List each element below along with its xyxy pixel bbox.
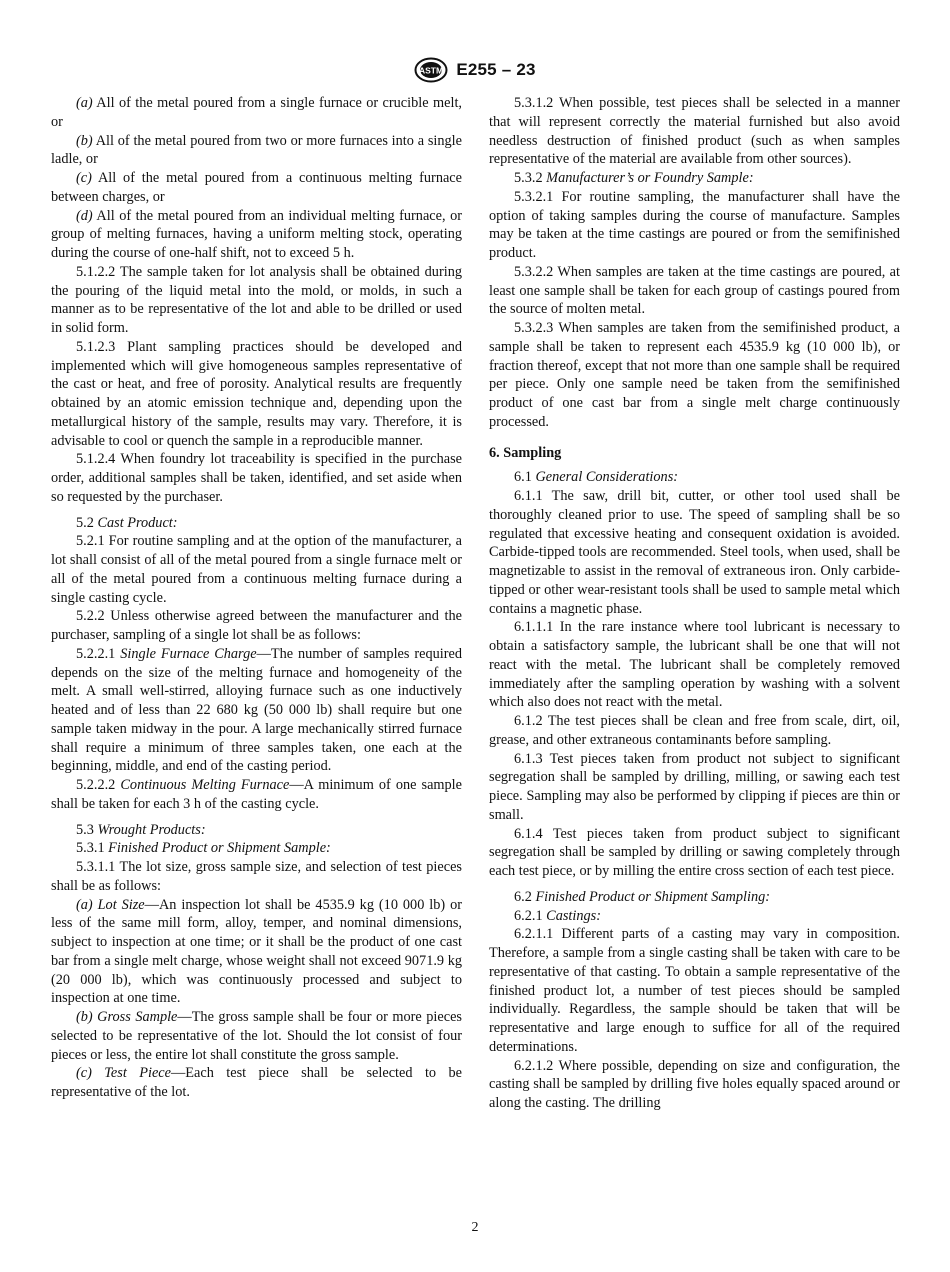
logo-text: ASTM [419,65,444,76]
para-6-1-4: 6.1.4 Test pieces taken from product subject to significant segregation shall be sampled by drilling or sawing completely through each test piece, or by milling the entire cross section of each test piece. [489,825,900,879]
para-5-2-2: 5.2.2 Unless otherwise agreed between the manufacturer and the purchaser, sampling of a single lot shall be as follows: [51,608,462,643]
para-5-3-2-3: 5.3.2.3 When samples are taken from the semifinished product, a sample shall be taken to represent each 4535.9 kg (10 000 lb), or fraction thereof, except that not more than one sample shall be required per piece. Only one sample need be taken from the semifinished product of one cast bar from a single melt charge continuously processed. [489,320,900,430]
para-6-2-1-2: 6.2.1.2 Where possible, depending on size and configuration, the casting shall be sampled by drilling five holes equally spaced around or along the casting. The drilling [489,1057,900,1111]
right-column [489,94,900,1113]
item-d: (d) All of the metal poured from an individual melting furnace, or group of melting furnaces, having a uniform melting stock, operating during the course of one-half shift, not to exceed 5 h. [51,207,462,261]
para-5-3-1-2: 5.3.1.2 When possible, test pieces shall be selected in a manner that will represent correctly the material furnished but also avoid needless destruction of finished product (such as when samples representative of the material are available from other sources). [489,95,900,168]
item-a: (a) All of the metal poured from a single furnace or crucible melt, or [51,95,462,130]
standard-designation: E255 – 23 [456,60,536,79]
para-5-1-2-4: 5.1.2.4 When foundry lot traceability is specified in the purchase order, additional samples shall be taken, identified, and set aside when so requested by the purchaser. [51,451,462,505]
item-c: (c) All of the metal poured from a continuous melting furnace between charges, or [51,170,462,205]
para-6-1-2: 6.1.2 The test pieces shall be clean and free from scale, dirt, oil, grease, and other extraneous contaminants before sampling. [489,713,900,748]
para-5-1-2-3: 5.1.2.3 Plant sampling practices should be developed and implemented which will give homogeneous samples representative of the cast or heat, and free of porosity. Analytical results are frequently obtained by an atomic emission technique and, depending upon the metallurgical history of the sample, results may vary. Therefore, it is advisable to cool or quench the sample in a reproducible manner. [51,338,462,449]
page-header [0,57,950,83]
section-5-3-1-heading: 5.3.1 Finished Product or Shipment Sample: [76,840,331,857]
item-gross-sample: (b) Gross Sample—The gross sample shall be four or more pieces selected to be representative of the lot. Should the lot consist of four pieces or less, the entire lot shall constitute the gross sample. [51,1009,462,1063]
page-number: 2 [471,1220,479,1235]
para-6-2-1-1: 6.2.1.1 Different parts of a casting may vary in composition. Therefore, a sample from a single casting shall be taken with care to be representative of that casting. To obtain a sample representative of the finished product lot, a number of test pieces should be sampled individually. Regardless, the sample should be taken that will be representative and large enough to suffice for all of the required determinations. [489,926,900,1055]
para-5-2-1: 5.2.1 For routine sampling and at the option of the manufacturer, a lot shall consist of all of the metal poured from a single furnace melt or all of the metal poured from a continuous melting furnace during a single casting cycle. [51,533,462,606]
para-5-2-2-1: 5.2.2.1 Single Furnace Charge—The number of samples required depends on the size of the melting furnace and homogeneity of the melt. A small well-stirred, alloying furnace such as one inductively heated and of less than 22 680 kg (50 000 lb) shall require but one sample taken midway in the pour. A large mechanically stirred furnace shall require a minimum of three samples taken, one each at the beginning, middle, and end of the casting period. [51,645,462,775]
item-lot-size: (a) Lot Size—An inspection lot shall be 4535.9 kg (10 000 lb) or less of the same mill form, alloy, temper, and nominal dimensions, subject to inspection at one time; or it shall be the product of one cast bar from a single melt charge, whose weight shall not exceed 9071.9 kg (20 000 lb), which was continuously processed and subject to inspection at one time. [51,896,462,1007]
section-5-2-heading: 5.2 Cast Product: [76,514,178,531]
section-6-2-1-heading: 6.2.1 Castings: [514,907,601,924]
astm-logo-icon [414,57,448,83]
para-5-3-2-2: 5.3.2.2 When samples are taken at the time castings are poured, at least one sample shall be taken for each group of castings poured from the source of molten metal. [489,263,900,318]
para-6-1-1-1: 6.1.1.1 In the rare instance where tool lubricant is necessary to obtain a satisfactory sample, the lubricant shall be one that will not react with the metal. The lubricant shall be completely removed immediately after the sampling operation by washing with a solvent which also does not react with the metal. [489,619,900,711]
item-b: (b) All of the metal poured from two or more furnaces into a single ladle, or [51,132,462,168]
section-6-1-heading: 6.1 General Considerations: [514,469,679,486]
section-5-3-2-heading: 5.3.2 Manufacturer’s or Foundry Sample: [514,170,754,186]
section-5-3-heading: 5.3 Wrought Products: [76,821,206,838]
para-6-1-1: 6.1.1 The saw, drill bit, cutter, or other tool used shall be thoroughly cleaned prior to use. The speed of sampling shall be so regulated that excessive heating and consequent oxidation is avoided. Carbide-tipped tools are recommended. Steel tools, when used, shall be magnetizable to assist in the removal of extraneous iron. Only carbide-tipped or other wear-resistant tools shall be used to sample metal which contains a magnetic phase. [489,488,900,617]
para-5-3-1-1: 5.3.1.1 The lot size, gross sample size, and selection of test pieces shall be as follows: [51,859,462,894]
para-5-3-2-1: 5.3.2.1 For routine sampling, the manufacturer shall have the option of taking samples during the course of manufacture. Samples may be taken at the time castings are poured or from the semifinished product. [489,188,900,261]
para-5-2-2-2: 5.2.2.2 Continuous Melting Furnace—A minimum of one sample shall be taken for each 3 h of the casting cycle. [51,777,463,812]
para-5-1-2-2: 5.1.2.2 The sample taken for lot analysis shall be obtained during the pouring of the liquid metal into the mold, or molds, in such a manner as to be representative of the lot and able to be drilled or used in solid form. [51,263,462,336]
para-6-1-3: 6.1.3 Test pieces taken from product not subject to significant segregation shall be sampled by drilling, milling, or sawing each test piece. Sampling may also be performed by clipping if pieces are thin or small. [489,750,900,823]
section-6-heading: 6. Sampling [489,444,562,461]
item-test-piece: (c) Test Piece—Each test piece shall be selected to be representative of the lot. [51,1065,462,1100]
section-6-2-heading: 6.2 Finished Product or Shipment Sampling: [514,888,771,905]
left-column [51,94,462,1102]
